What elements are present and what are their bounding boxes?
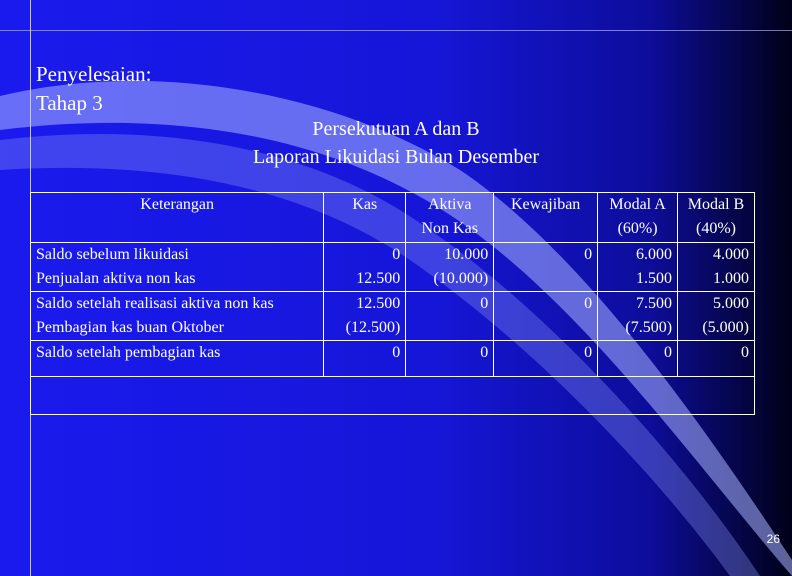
report-title-line-2: Laporan Likuidasi Bulan Desember — [252, 146, 540, 168]
header-kas: Kas — [324, 193, 406, 243]
table-row — [31, 341, 755, 377]
heading-line-1: Penyelesaian: — [36, 62, 152, 86]
cell-kas: 12.500 (12.500) — [324, 292, 406, 341]
cell-modal-b: 5.000 (5.000) — [678, 292, 755, 341]
cell-modal-a: 0 — [598, 341, 678, 377]
cell-aktiva: 0 — [406, 341, 494, 377]
row-label: Saldo setelah realisasi aktiva non kas Pembagian kas buan Oktober — [31, 292, 324, 341]
frame-top-line — [0, 30, 792, 31]
row-label: Saldo sebelum likuidasi Penjualan aktiva non kas — [31, 243, 324, 292]
cell-modal-a: 7.500 (7.500) — [598, 292, 678, 341]
header-keterangan: Keterangan — [31, 193, 324, 243]
cell-kewajiban: 0 — [494, 341, 598, 377]
table-row — [31, 292, 755, 341]
heading-line-2: Tahap 3 — [36, 91, 103, 115]
cell-kas: 0 — [324, 341, 406, 377]
page-number: 26 — [766, 532, 780, 546]
report-title-line-1: Persekutuan A dan B — [312, 118, 480, 140]
row-label: Saldo setelah pembagian kas — [31, 341, 324, 377]
table-row — [31, 243, 755, 292]
cell-kas: 0 12.500 — [324, 243, 406, 292]
cell-modal-a: 6.000 1.500 — [598, 243, 678, 292]
cell-aktiva: 0 — [406, 292, 494, 341]
cell-kewajiban: 0 — [494, 292, 598, 341]
slide-heading — [36, 60, 151, 118]
cell-kewajiban: 0 — [494, 243, 598, 292]
header-kewajiban: Kewajiban — [494, 193, 598, 243]
table-empty-row — [31, 377, 755, 415]
header-aktiva-non-kas: Aktiva Non Kas — [406, 193, 494, 243]
cell-aktiva: 10.000 (10.000) — [406, 243, 494, 292]
cell-modal-b: 0 — [678, 341, 755, 377]
cell-modal-b: 4.000 1.000 — [678, 243, 755, 292]
header-modal-a: Modal A (60%) — [598, 193, 678, 243]
table-header-row — [31, 193, 755, 243]
empty-cell — [31, 377, 755, 415]
liquidation-table — [30, 192, 755, 415]
header-modal-b: Modal B (40%) — [678, 193, 755, 243]
